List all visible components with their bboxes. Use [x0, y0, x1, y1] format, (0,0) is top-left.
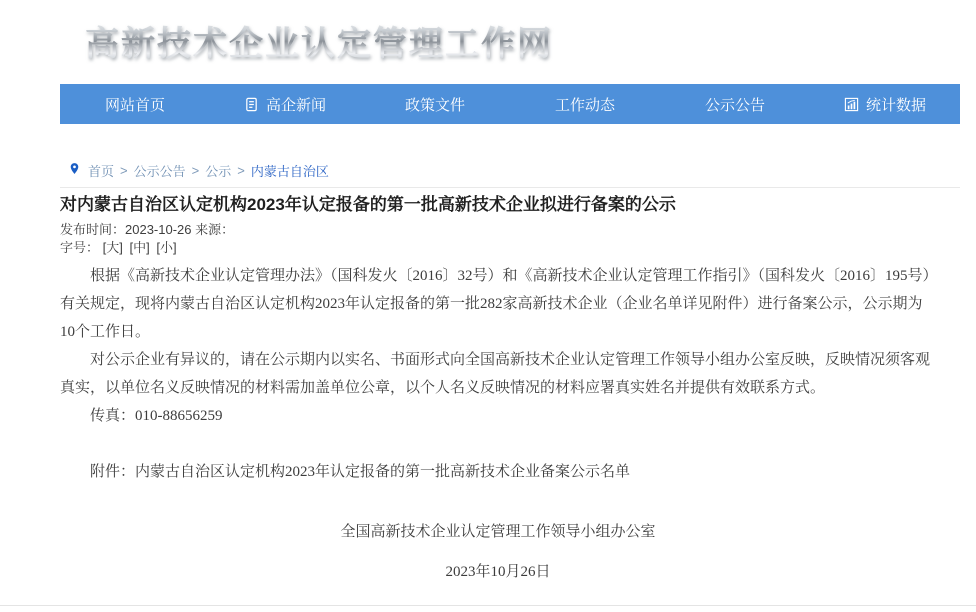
nav-item-label: 统计数据 [865, 96, 926, 114]
article-title: 对内蒙古自治区认定机构2023年认定报备的第一批高新技术企业拟进行备案的公示 [60, 195, 676, 214]
breadcrumb-publicity[interactable]: 公示 [205, 163, 232, 179]
issuing-office-signature: 全国高新技术企业认定管理工作领导小组办公室 [340, 524, 656, 540]
article [60, 193, 936, 586]
fontsize-switcher [60, 239, 936, 257]
nav-item-announcements[interactable] [660, 84, 810, 124]
breadcrumb-announcements[interactable]: 公示公告 [133, 163, 186, 179]
news-doc-icon [244, 97, 259, 112]
nav-item-label: 公示公告 [704, 96, 765, 114]
nav-item-worknews[interactable] [510, 84, 660, 124]
nav-item-label: 工作动态 [554, 96, 615, 114]
nav-item-policy[interactable] [360, 84, 510, 124]
article-meta [60, 221, 936, 257]
issue-date: 2023年10月26日 [445, 564, 551, 580]
publish-info: 发布时间：2023-10-26 来源： [60, 222, 235, 237]
nav-item-home[interactable] [60, 84, 210, 124]
stats-chart-icon [844, 97, 859, 112]
site-logo: 高新技术企业认定管理工作网 [85, 16, 553, 65]
fax-line: 传真：010-88656259 [90, 408, 223, 424]
breadcrumb-separator: > [191, 162, 200, 178]
breadcrumb-separator: > [120, 162, 128, 178]
nav-item-statistics[interactable] [810, 84, 960, 124]
article-body [60, 262, 936, 586]
fontsize-label: 字号： [60, 240, 100, 255]
breadcrumb-divider [60, 187, 960, 188]
main-nav [60, 84, 960, 124]
nav-item-label: 高企新闻 [265, 96, 326, 114]
breadcrumb [68, 162, 976, 178]
fontsize-small-button[interactable]: [小] [156, 240, 177, 255]
fontsize-medium-button[interactable]: [中] [129, 240, 150, 255]
nav-item-news[interactable] [210, 84, 360, 124]
nav-item-label: 政策文件 [404, 96, 465, 114]
paragraph: 根据《高新技术企业认定管理办法》（国科发火〔2016〕32号）和《高新技术企业认定管理工作指引》（国科发火〔2016〕195号）有关规定，现将内蒙古自治区认定机构2023年认定报备的第一批282家高新技术企业（企业名单详见附件）进行备案公示，公示期为10个工作日。 [60, 268, 931, 340]
breadcrumb-current-region[interactable]: 内蒙古自治区 [250, 163, 329, 179]
attachment-link[interactable]: 附件：内蒙古自治区认定机构2023年认定报备的第一批高新技术企业备案公示名单 [90, 464, 631, 480]
paragraph: 对公示企业有异议的，请在公示期内以实名、书面形式向全国高新技术企业认定管理工作领导小组办公室反映，反映情况须客观真实，以单位名义反映情况的材料需加盖单位公章，以个人名义反映情况的材料应署真实姓名并提供有效联系方式。 [60, 352, 931, 396]
breadcrumb-home[interactable]: 首页 [88, 163, 115, 179]
location-pin-icon [68, 161, 81, 179]
fontsize-large-button[interactable]: [大] [102, 240, 123, 255]
page-bottom-divider [0, 605, 976, 606]
site-banner [0, 0, 976, 84]
breadcrumb-separator: > [237, 162, 245, 178]
nav-item-label: 网站首页 [104, 96, 165, 114]
